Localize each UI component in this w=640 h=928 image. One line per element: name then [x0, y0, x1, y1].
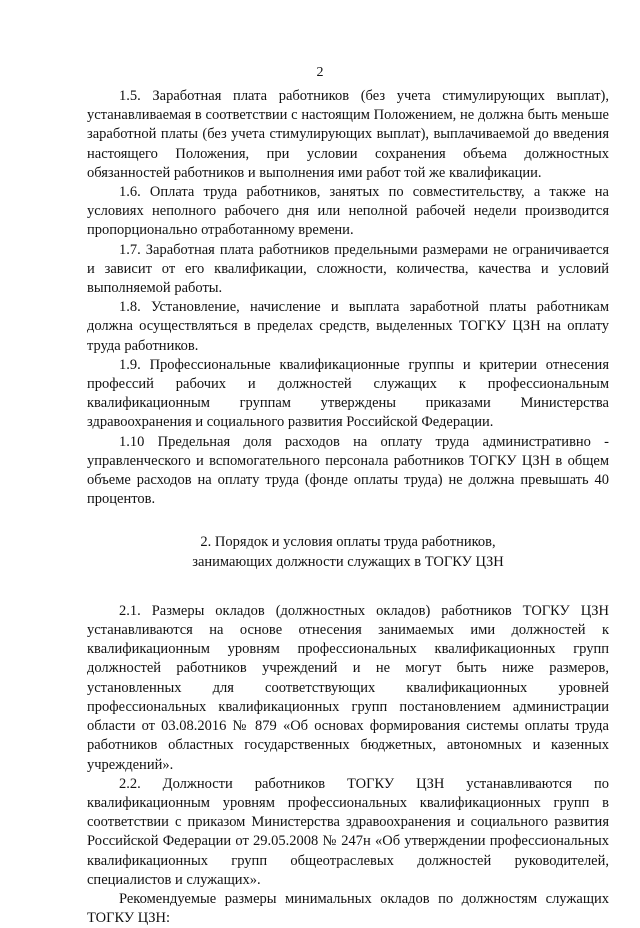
paragraph-2-1: 2.1. Размеры окладов (должностных окладов) работников ТОГКУ ЦЗН устанавливаются на основе отнесения занимаемых ими должностей к квалификационным уровням профессиональных квалификационных групп должностей работников учреждений и не могут быть ниже размеров, установленных для соответствующих квалификационных уровней профессиональных квалификационных групп постановлением администрации области от 03.08.2016 № 879 «Об основах формирования системы оплаты труда работников областных государственных бюджетных, автономных и казенных учреждений».: [87, 602, 609, 773]
section-heading-line-2: занимающих должности служащих в ТОГКУ ЦЗН: [192, 553, 504, 570]
paragraph-1-10: 1.10 Предельная доля расходов на оплату труда административно - управленческого и вспомогательного персонала работников ТОГКУ ЦЗН в общем объеме расходов на оплату труда (фонде оплаты труда) не должна превышать 40 процентов.: [87, 433, 609, 508]
document-body: [87, 87, 609, 928]
section-heading-line-1: 2. Порядок и условия оплаты труда работников,: [200, 534, 496, 551]
paragraph-2-2: 2.2. Должности работников ТОГКУ ЦЗН устанавливаются по квалификационным уровням профессиональных квалификационных групп в соответствии с приказом Министерства здравоохранения и социального развития Российской Федерации от 29.05.2008 № 247н «Об утверждении профессиональных квалификационных групп общеотраслевых должностей руководителей, специалистов и служащих».: [87, 775, 609, 888]
paragraph-1-5: 1.5. Заработная плата работников (без учета стимулирующих выплат), устанавливаемая в соответствии с настоящим Положением, не должна быть меньше заработной платы (без учета стимулирующих выплат), выплачиваемой до введения настоящего Положения, при условии сохранения объема должностных обязанностей работников и выполнения ими работ той же квалификации.: [87, 88, 609, 181]
paragraph-recommended-salaries: Рекомендуемые размеры минимальных окладов по должностям служащих ТОГКУ ЦЗН:: [87, 890, 609, 927]
paragraph-1-8: 1.8. Установление, начисление и выплата заработной платы работникам должна осуществляться в пределах средств, выделенных ТОГКУ ЦЗН на оплату труда работников.: [87, 299, 609, 354]
section-heading: [87, 533, 609, 571]
paragraph-1-7: 1.7. Заработная плата работников предельными размерами не ограничивается и зависит от его квалификации, сложности, количества, качества и условий выполняемой работы.: [87, 241, 609, 297]
page-number: 2: [316, 65, 324, 80]
paragraph-1-9: 1.9. Профессиональные квалификационные группы и критерии отнесения профессий рабочих и должностей служащих к профессиональным квалификационным группам утверждены приказами Министерства здравоохранения и социального развития Российской Федерации.: [87, 356, 609, 431]
paragraph-1-6: 1.6. Оплата труда работников, занятых по совместительству, а также на условиях неполного рабочего дня или неполной рабочей недели производится пропорционально отработанному времени.: [87, 184, 609, 239]
